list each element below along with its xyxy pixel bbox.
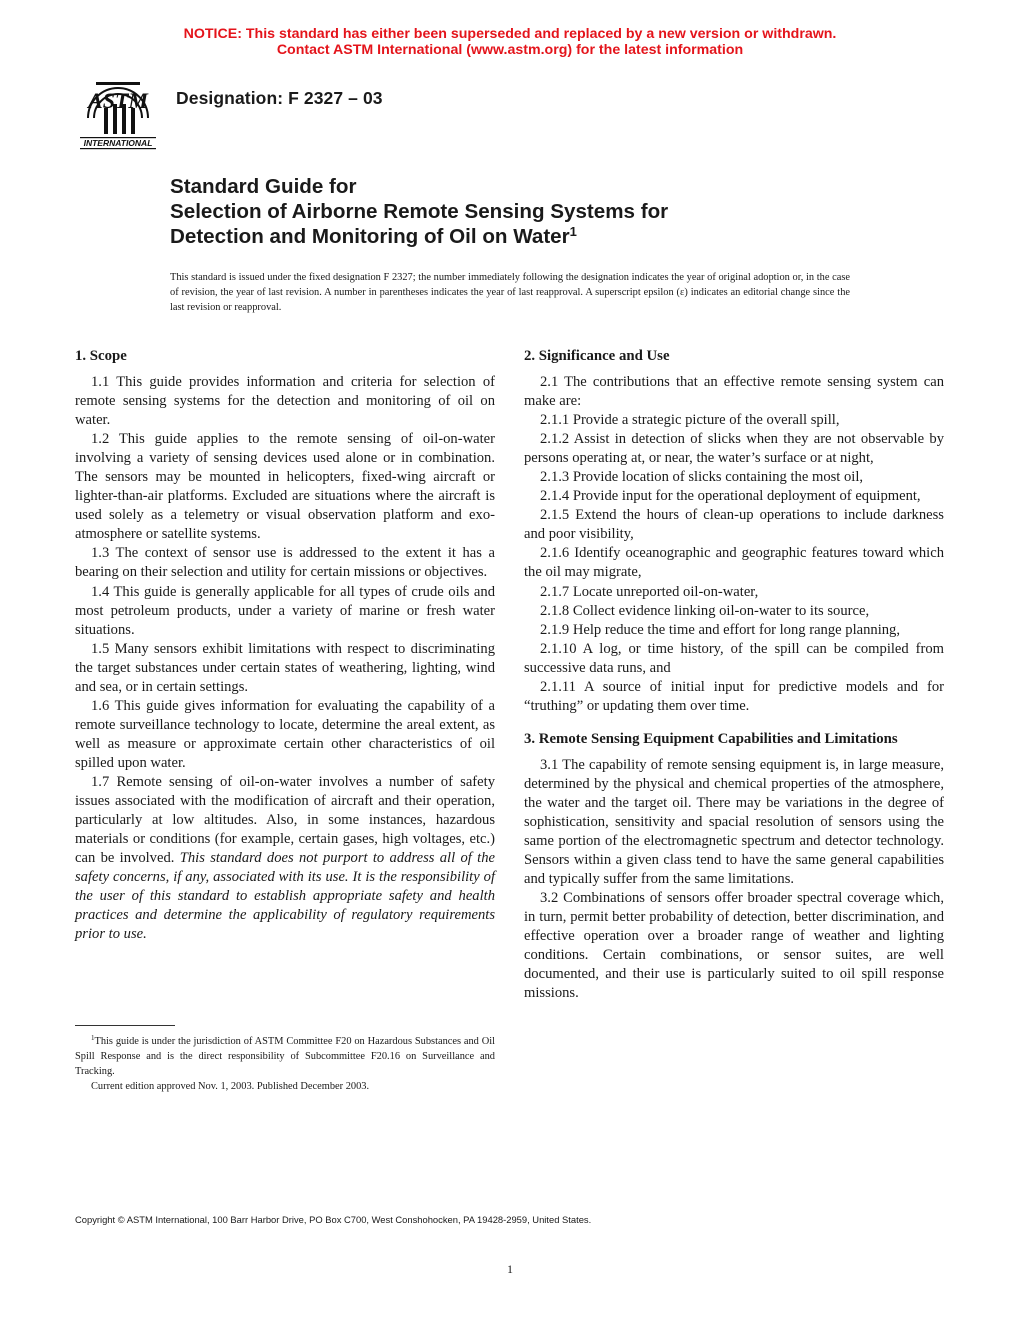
paragraph-3-1: 3.1 The capability of remote sensing equipment is, in large measure, determined by the physical and chemical properties of the atmosphere, the water and the target oil. There may be variations in the degree of sophistication, sensitivity and spacial resolution of sensors using the same portion of the electromagnetic spectrum and detector technology. Sensors within a given class tend to have the same general capabilities and typically suffer from the same limitations. (524, 756, 944, 888)
astm-international-logo-icon (74, 74, 162, 150)
section-heading-capabilities: 3. Remote Sensing Equipment Capabilities and Limitations (524, 730, 898, 747)
document-title (170, 174, 870, 249)
paragraph-2-1-3: 2.1.3 Provide location of slicks containing the most oil, (540, 469, 864, 486)
paragraph-2-1-1: 2.1.1 Provide a strategic picture of the overall spill, (540, 412, 840, 429)
designation: Designation: F 2327 – 03 (176, 88, 383, 108)
paragraph-1-1: 1.1 This guide provides information and criteria for selection of remote sensing systems for the detection and monitoring of oil on water. (75, 374, 495, 429)
paragraph-1-6: 1.6 This guide gives information for evaluating the capability of a remote surveillance technology to locate, determine the areal extent, as well as measure or approximate certain other characteristics of oil spilled upon water. (75, 697, 495, 771)
paragraph-2-1: 2.1 The contributions that an effective remote sensing system can make are: (524, 374, 944, 410)
title-line-1: Standard Guide for (170, 175, 357, 198)
paragraph-1-7 (75, 773, 495, 944)
paragraph-2-1-5: 2.1.5 Extend the hours of clean-up operations to include darkness and poor visibility, (524, 507, 944, 543)
page-number: 1 (507, 1262, 513, 1276)
footnote-mark: 1 (91, 1034, 95, 1042)
svg-text:INTERNATIONAL: INTERNATIONAL (83, 138, 153, 148)
paragraph-1-7-text: 1.7 Remote sensing of oil-on-water involves a number of safety issues associated with the modification of aircraft and their operation, particularly at low altitudes. Also, in some instances, hazardous materials or conditions (for example, certain gases, high voltages, etc.) can be involved. (75, 773, 495, 867)
notice-line-2: Contact ASTM International (www.astm.org) for the latest information (276, 42, 744, 58)
paragraph-2-1-9: 2.1.9 Help reduce the time and effort for long range planning, (540, 621, 900, 638)
title-line-2: Selection of Airborne Remote Sensing Systems for (170, 200, 669, 223)
paragraph-1-3: 1.3 The context of sensor use is addressed to the extent it has a bearing on their selection and utility for certain missions or objectives. (75, 545, 495, 581)
footnote-1-text: This guide is under the jurisdiction of ASTM Committee F20 on Hazardous Substances and Oil Spill Response and is the direct responsibility of Subcommittee F20.16 on Surveillance and Tracking. (75, 1036, 495, 1077)
right-column (524, 347, 944, 1003)
paragraph-2-1-11: 2.1.11 A source of initial input for predictive models and for “truthing” or updating them over time. (524, 678, 944, 714)
paragraph-2-1-7: 2.1.7 Locate unreported oil-on-water, (540, 583, 759, 600)
notice-line-1: NOTICE: This standard has either been superseded and replaced by a new version or withdrawn. (183, 26, 837, 42)
left-column (75, 347, 495, 944)
paragraph-2-1-2: 2.1.2 Assist in detection of slicks when they are not observable by persons operating at, or near, the water’s surface or at night, (524, 431, 944, 467)
title-footnote-mark[interactable]: 1 (569, 224, 577, 239)
copyright-line: Copyright © ASTM International, 100 Barr Harbor Drive, PO Box C700, West Conshohocken, PA 19428-2959, United States. (75, 1214, 592, 1225)
section-heading-significance: 2. Significance and Use (524, 348, 670, 364)
safety-caveat: This standard does not purport to address all of the safety concerns, if any, associated with its use. It is the responsibility of the user of this standard to establish appropriate safety and health practices and determine the applicability of regulatory requirements prior to use. (75, 850, 495, 943)
supersession-notice (0, 26, 1020, 58)
paragraph-1-4: 1.4 This guide is generally applicable for all types of crude oils and most petroleum products, under a variety of marine or fresh water situations. (75, 583, 495, 638)
footnote-rule (75, 1025, 175, 1026)
paragraph-2-1-6: 2.1.6 Identify oceanographic and geographic features toward which the oil may migrate, (524, 545, 944, 581)
paragraph-2-1-4: 2.1.4 Provide input for the operational deployment of equipment, (540, 488, 921, 505)
title-line-3-text: Detection and Monitoring of Oil on Water (170, 225, 570, 248)
paragraph-2-1-8: 2.1.8 Collect evidence linking oil-on-water to its source, (540, 602, 870, 619)
section-heading-scope: 1. Scope (75, 348, 127, 364)
paragraph-1-2: 1.2 This guide applies to the remote sensing of oil-on-water involving a variety of sensing devices used alone or in combination. The sensors may be mounted in helicopters, fixed-wing aircraft or lighter-than-air platforms. Excluded are situations where the aircraft is used solely as a telemetry or visual observation platform and exo-atmosphere or satellite systems. (75, 431, 495, 543)
issue-note: This standard is issued under the fixed designation F 2327; the number immediately following the designation indicates the year of original adoption or, in the case of revision, the year of last revision. A number in parentheses indicates the year of last reapproval. A superscript epsilon (ε) indicates an editorial change since the last revision or reapproval. (170, 272, 850, 313)
svg-text:ASTM: ASTM (88, 88, 148, 113)
paragraph-3-2: 3.2 Combinations of sensors offer broader spectral coverage which, in turn, permit better probability of detection, better discrimination, and effective operation over a broader range of weather and lighting conditions. Certain combinations, or sensor suites, are well documented, and their use is particularly suited to oil spill response missions. (524, 890, 944, 1002)
footnote-edition: Current edition approved Nov. 1, 2003. Published December 2003. (91, 1081, 370, 1092)
footnote-1 (75, 1034, 495, 1079)
paragraph-2-1-10: 2.1.10 A log, or time history, of the spill can be compiled from successive data runs, and (524, 640, 944, 676)
paragraph-1-5: 1.5 Many sensors exhibit limitations with respect to discriminating the target substances under certain states of weathering, lighting, wind and sea, or in certain settings. (75, 640, 495, 695)
title-line-3 (170, 224, 870, 249)
footnote (75, 1034, 495, 1094)
